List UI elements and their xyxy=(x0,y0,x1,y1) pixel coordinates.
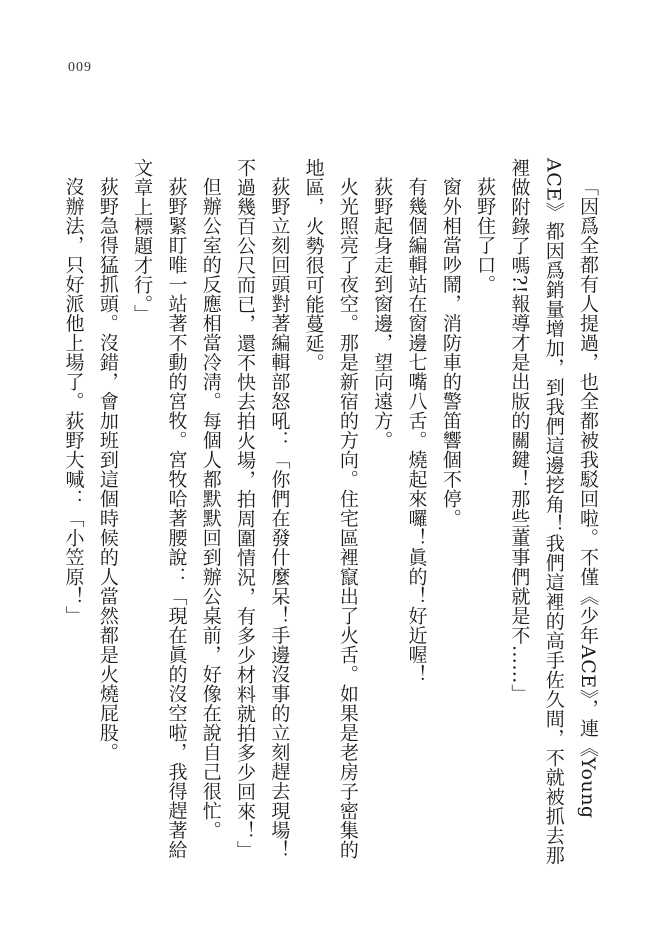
paragraph-9: 荻野緊盯唯一站著不動的宮牧。宮牧哈著腰說：「現在眞的沒空啦，我得趕著給文章上標題才行。」 xyxy=(131,158,188,860)
paragraph-10: 荻野急得猛抓頭。沒錯，會加班到這個時候的人當然都是火燒屁股。 xyxy=(96,177,119,762)
vertical-body-text xyxy=(45,158,605,878)
paragraph-3: 窗外相當吵鬧，消防車的警笛響個不停。 xyxy=(439,177,462,528)
paragraph-7: 荻野立刻回頭對著編輯部怒吼：「你們在發什麼呆！手邊沒事的立刻趕去現場！不過幾百公尺而已，還不快去拍火場，拍周圍情況，有多少材料就拍多少回來！」 xyxy=(234,158,291,860)
page-number: 009 xyxy=(68,60,92,75)
paragraph-8: 但辦公室的反應相當冷淸。每個人都默默回到辦公桌前，好像在說自己很忙。 xyxy=(199,177,222,840)
paragraph-2: 荻野住了口。 xyxy=(474,177,497,294)
paragraph-1: 「因爲全都有人提過，也全都被我駁回啦。不僅《少年ACE》，連《Young ACE》都因爲銷量增加，到我們這邊挖角！我們這裡的高手佐久間，不就被抓去那裡做附錄了嗎?!報導才是出版的關鍵！那些董事們就是不……」 xyxy=(508,158,599,865)
paragraph-4: 有幾個編輯站在窗邊七嘴八舌。燒起來囉！眞的！好近喔！ xyxy=(405,177,428,684)
paragraph-5: 荻野起身走到窗邊，望向遠方。 xyxy=(371,177,394,450)
paragraph-6: 火光照亮了夜空。那是新宿的方向。住宅區裡竄出了火舌。如果是老房子密集的地區，火勢很可能蔓延。 xyxy=(302,158,359,860)
paragraph-11: 沒辦法，只好派他上場了。荻野大喊：「小笠原！」 xyxy=(62,177,85,626)
